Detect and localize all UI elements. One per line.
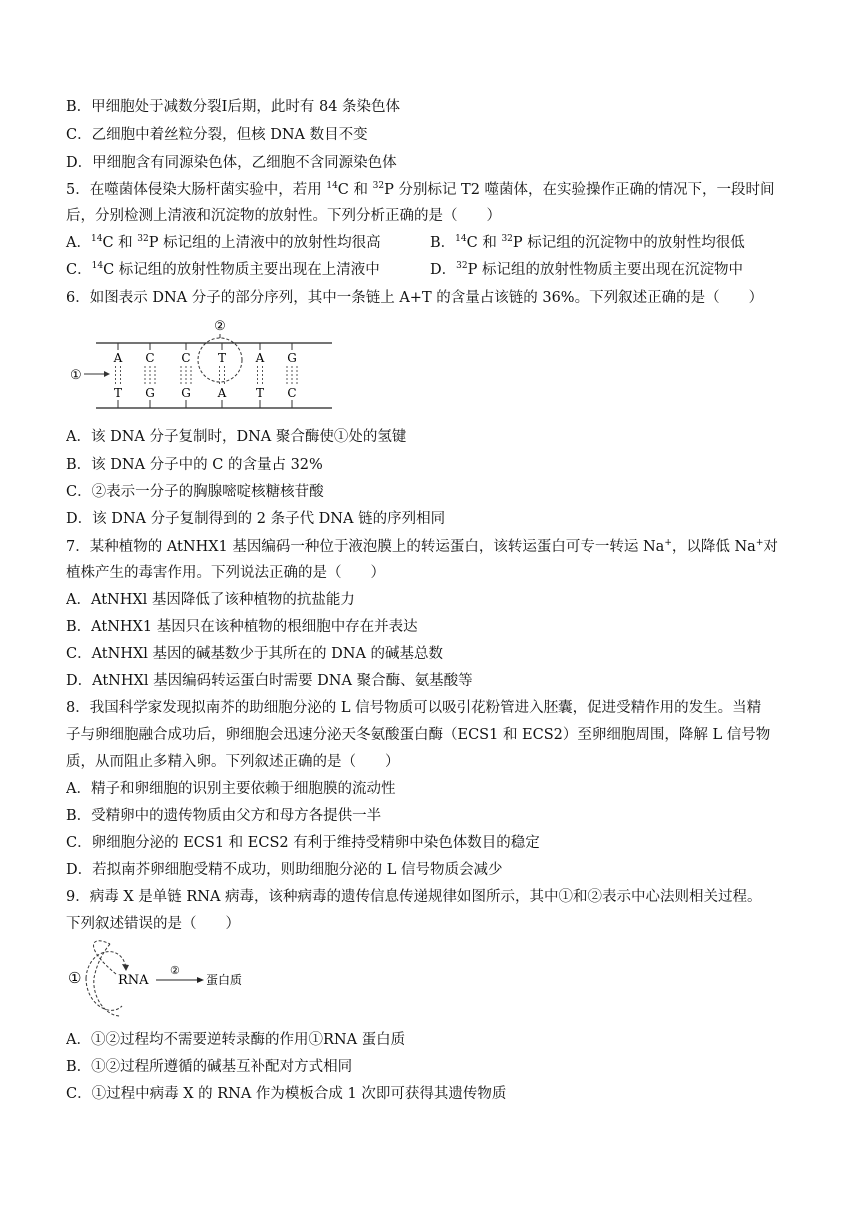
top-base: A [255,351,265,365]
q9-option-b: B．①②过程所遵循的碱基互补配对方式相同 [66,1059,353,1075]
bottom-base: C [287,386,297,400]
q9-option-c: C．①过程中病毒 X 的 RNA 作为模板合成 1 次即可获得其遗传物质 [66,1086,507,1102]
q8-stem-line-3: 质，从而阻止多精入卵。下列叙述正确的是（ ） [66,754,400,770]
dna-sequence-figure [66,316,336,414]
q7-option-b: B．AtNHX1 基因只在该种植物的根细胞中存在并表达 [66,619,418,635]
q6-option-b: B．该 DNA 分子中的 C 的含量占 32% [66,457,323,473]
q5-option-d: D．$^{32}$P 标记组的放射性物质主要出现在沉淀物中 [430,261,743,278]
q9-option-a: A．①②过程均不需要逆转录酶的作用①RNA 蛋白质 [66,1032,406,1048]
q5-option-a: A．$^{14}$C 和 $^{32}$P 标记组的上清液中的放射性均很高 [66,234,381,251]
rna-replication-figure [66,938,266,1022]
top-base: A [113,351,123,365]
q7-stem-line-1: 7．某种植物的 AtNHX1 基因编码一种位于液泡膜上的转运蛋白，该转运蛋白可专一转运 Na+，以降低 Na+对 [66,538,778,555]
bottom-base: G [181,386,191,400]
bottom-base: T [255,386,265,400]
dna-label-2: ② [214,319,226,334]
q6-option-a: A．该 DNA 分子复制时，DNA 聚合酶使①处的氢键 [66,429,407,445]
q8-option-a: A．精子和卵细胞的识别主要依赖于细胞膜的流动性 [66,781,396,797]
protein-label: 蛋白质 [206,973,243,987]
top-base: C [181,351,191,365]
rna-label-2: ② [170,964,180,977]
q5-option-b: B．$^{14}$C 和 $^{32}$P 标记组的沉淀物中的放射性均很低 [430,234,745,251]
q4-option-c: C．乙细胞中着丝粒分裂，但核 DNA 数目不变 [66,127,368,143]
q6-option-c: C．②表示一分子的胸腺嘧啶核糖核苷酸 [66,484,324,500]
q8-option-b: B．受精卵中的遗传物质由父方和母方各提供一半 [66,808,382,824]
q8-option-d: D．若拟南芥卵细胞受精不成功，则助细胞分泌的 L 信号物质会减少 [66,862,503,878]
q4-option-d: D．甲细胞含有同源染色体，乙细胞不含同源染色体 [66,155,397,171]
q9-stem-line-1: 9．病毒 X 是单链 RNA 病毒，该种病毒的遗传信息传递规律如图所示，其中①和②表示中心法则相关过程。 [66,889,762,905]
q4-option-b: B．甲细胞处于减数分裂Ⅰ后期，此时有 84 条染色体 [66,99,401,115]
q5-stem-line-1: 5．在噬菌体侵染大肠杆菌实验中，若用 $^{14}$C 和 $^{32}$P 分别标记 T2 噬菌体，在实验操作正确的情况下，一段时间 [66,181,775,198]
q7-option-a: A．AtNHXl 基因降低了该种植物的抗盐能力 [66,592,355,608]
q6-option-d: D．该 DNA 分子复制得到的 2 条子代 DNA 链的序列相同 [66,511,446,527]
q8-option-c: C．卵细胞分泌的 ECS1 和 ECS2 有利于维持受精卵中染色体数目的稳定 [66,835,540,851]
top-base: C [145,351,155,365]
q9-stem-line-2: 下列叙述错误的是（ ） [66,916,240,932]
q7-option-d: D．AtNHXl 基因编码转运蛋白时需要 DNA 聚合酶、氨基酸等 [66,673,473,689]
dna-label-1: ① [70,368,82,383]
q8-stem-line-1: 8．我国科学家发现拟南芥的助细胞分泌的 L 信号物质可以吸引花粉管进入胚囊，促进受精作用的发生。当精 [66,700,762,716]
top-base: T [217,351,227,365]
rna-label-1: ① [68,969,82,987]
rna-label: RNA [118,973,149,988]
top-base: G [287,351,297,365]
bottom-base: A [217,386,227,400]
q6-stem: 6．如图表示 DNA 分子的部分序列，其中一条链上 A+T 的含量占该链的 36%。下列叙述正确的是（ ） [66,290,764,306]
q5-option-c: C．$^{14}$C 标记组的放射性物质主要出现在上清液中 [66,261,380,278]
q8-stem-line-2: 子与卵细胞融合成功后，卵细胞会迅速分泌天冬氨酸蛋白酶（ECS1 和 ECS2）至卵细胞周围，降解 L 信号物 [66,727,771,743]
bottom-base: T [113,386,123,400]
q5-stem-line-2: 后，分别检测上清液和沉淀物的放射性。下列分析正确的是（ ） [66,208,501,224]
q7-stem-line-2: 植株产生的毒害作用。下列说法正确的是（ ） [66,565,385,581]
bottom-base: G [145,386,155,400]
q7-option-c: C．AtNHXl 基因的碱基数少于其所在的 DNA 的碱基总数 [66,646,444,662]
